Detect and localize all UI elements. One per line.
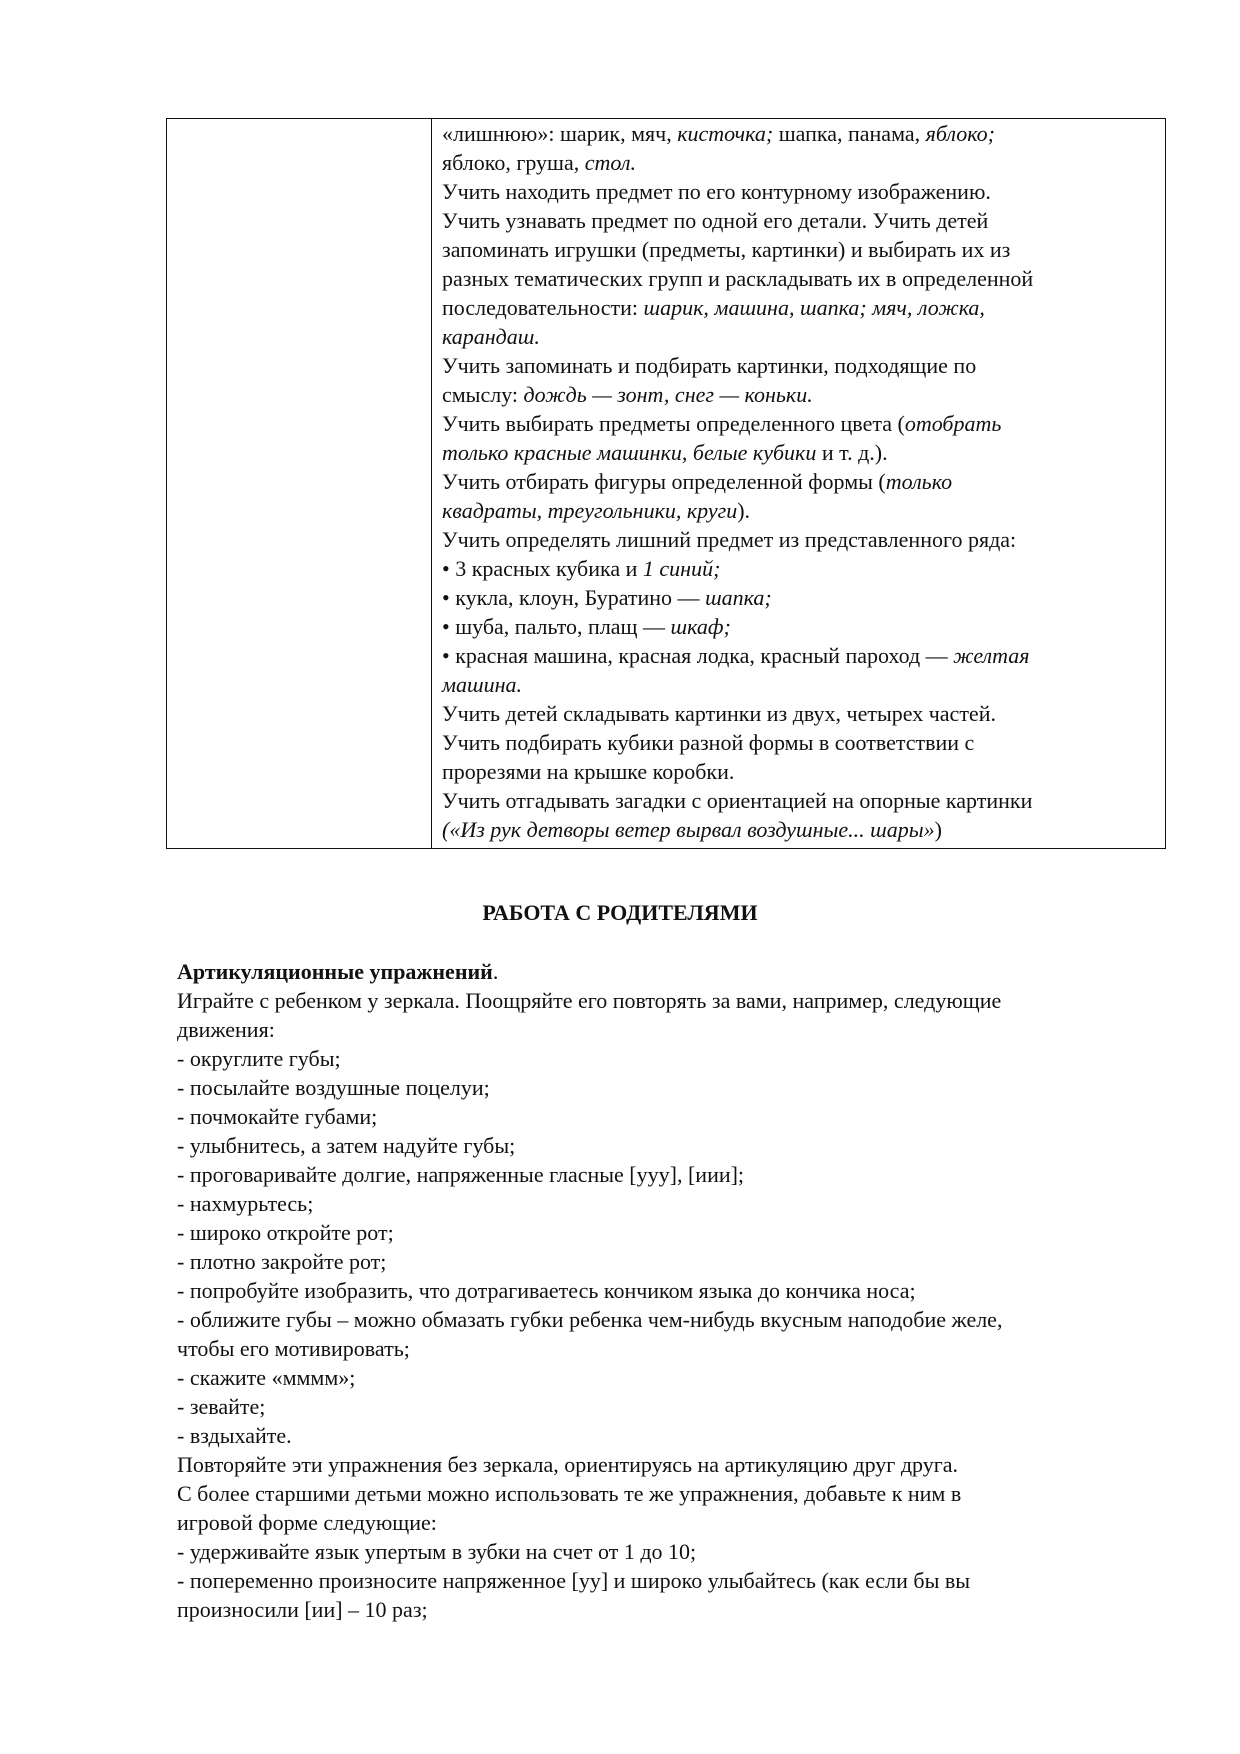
cell-line bbox=[442, 496, 1155, 525]
text: Учить определять лишний предмет из представленного ряда: bbox=[442, 527, 1017, 552]
text-line: - попробуйте изобразить, что дотрагиваетесь кончиком языка до кончика носа; bbox=[177, 1278, 916, 1303]
text: • кукла, клоун, Буратино — bbox=[442, 585, 706, 610]
cell-text bbox=[442, 119, 1155, 844]
cell-line bbox=[442, 467, 1155, 496]
italic-text: только красные машинки, белые кубики bbox=[442, 440, 817, 465]
text-line: произносили [ии] – 10 раз; bbox=[177, 1597, 428, 1622]
text-line: - проговаривайте долгие, напряженные гласные [ууу], [иии]; bbox=[177, 1162, 745, 1187]
cell-line bbox=[442, 641, 1155, 670]
text: Учить выбирать предметы определенного цвета ( bbox=[442, 411, 905, 436]
subheading-line bbox=[177, 957, 1167, 986]
text: • 3 красных кубика и bbox=[442, 556, 643, 581]
text: «лишнюю»: шарик, мяч, bbox=[442, 121, 678, 146]
text: запоминать игрушки (предметы, картинки) и выбирать их из bbox=[442, 237, 1011, 262]
subheading: Артикуляционные упражнений bbox=[177, 959, 493, 984]
text-line: - попеременно произносите напряженное [уу] и широко улыбайтесь (как если бы вы bbox=[177, 1568, 971, 1593]
text-line: - удерживайте язык упертым в зубки на счет от 1 до 10; bbox=[177, 1539, 697, 1564]
text: Учить подбирать кубики разной формы в соответствии с bbox=[442, 730, 975, 755]
cell-line bbox=[442, 351, 1155, 380]
cell-line bbox=[442, 293, 1155, 322]
cell-line bbox=[442, 728, 1155, 757]
italic-text: только bbox=[885, 469, 953, 494]
italic-text: («Из рук детворы ветер вырвал воздушные... шары» bbox=[442, 817, 935, 842]
italic-text: дождь — зонт, снег — коньки. bbox=[523, 382, 813, 407]
text: смыслу: bbox=[442, 382, 524, 407]
text: Учить детей складывать картинки из двух, четырех частей. bbox=[442, 701, 996, 726]
cell-line bbox=[442, 380, 1155, 409]
cell-line bbox=[442, 119, 1155, 148]
text: яблоко, груша, bbox=[442, 150, 585, 175]
text-line: - улыбнитесь, а затем надуйте губы; bbox=[177, 1133, 516, 1158]
text: Учить отгадывать загадки с ориентацией на опорные картинки bbox=[442, 788, 1033, 813]
text-line: - зевайте; bbox=[177, 1394, 266, 1419]
table-row bbox=[167, 119, 1166, 849]
cell-line bbox=[442, 438, 1155, 467]
text: • шуба, пальто, плащ — bbox=[442, 614, 671, 639]
cell-line bbox=[442, 206, 1155, 235]
italic-text: шапка; bbox=[705, 585, 772, 610]
text-line: - посылайте воздушные поцелуи; bbox=[177, 1075, 490, 1100]
italic-text: 1 синий; bbox=[642, 556, 721, 581]
text: ) bbox=[934, 817, 942, 842]
text-line: - нахмурьтесь; bbox=[177, 1191, 314, 1216]
text-line: игровой форме следующие: bbox=[177, 1510, 437, 1535]
table-right-cell bbox=[432, 119, 1166, 849]
italic-text: отобрать bbox=[904, 411, 1002, 436]
cell-line bbox=[442, 409, 1155, 438]
text: Учить запоминать и подбирать картинки, подходящие по bbox=[442, 353, 977, 378]
italic-text: шарик, машина, шапка; мяч, ложка, bbox=[643, 295, 985, 320]
section-heading: РАБОТА С РОДИТЕЛЯМИ bbox=[482, 900, 758, 925]
italic-text: яблоко; bbox=[925, 121, 995, 146]
text-line: - округлите губы; bbox=[177, 1046, 341, 1071]
text: шапка, панама, bbox=[773, 121, 926, 146]
cell-line bbox=[442, 148, 1155, 177]
text: Учить отбирать фигуры определенной формы ( bbox=[442, 469, 886, 494]
text-line: Играйте с ребенком у зеркала. Поощряйте его повторять за вами, например, следующие bbox=[177, 988, 1002, 1013]
parents-section bbox=[177, 957, 1167, 1624]
text-line: - широко откройте рот; bbox=[177, 1220, 394, 1245]
cell-line bbox=[442, 612, 1155, 641]
text: Учить узнавать предмет по одной его детали. Учить детей bbox=[442, 208, 989, 233]
text-line: - плотно закройте рот; bbox=[177, 1249, 387, 1274]
subheading-suffix: . bbox=[492, 959, 499, 984]
text: Учить находить предмет по его контурному изображению. bbox=[442, 179, 991, 204]
cell-line bbox=[442, 264, 1155, 293]
italic-text: стол. bbox=[584, 150, 636, 175]
text: последовательности: bbox=[442, 295, 644, 320]
text: • красная машина, красная лодка, красный пароход — bbox=[442, 643, 954, 668]
cell-line bbox=[442, 786, 1155, 815]
italic-text: машина. bbox=[442, 672, 523, 697]
table-left-cell bbox=[167, 119, 432, 849]
cell-line bbox=[442, 757, 1155, 786]
italic-text: квадраты, треугольники, круги bbox=[442, 498, 738, 523]
cell-line bbox=[442, 235, 1155, 264]
cell-line bbox=[442, 322, 1155, 351]
cell-line bbox=[442, 815, 1155, 844]
italic-text: шкаф; bbox=[670, 614, 731, 639]
text: разных тематических групп и раскладывать их в определенной bbox=[442, 266, 1034, 291]
cell-line bbox=[442, 670, 1155, 699]
text-line: - скажите «мммм»; bbox=[177, 1365, 356, 1390]
text-line: - вздыхайте. bbox=[177, 1423, 292, 1448]
text: прорезями на крышке коробки. bbox=[442, 759, 735, 784]
content-table bbox=[166, 118, 1166, 849]
italic-text: кисточка; bbox=[677, 121, 774, 146]
italic-text: желтая bbox=[953, 643, 1030, 668]
cell-line bbox=[442, 177, 1155, 206]
text-line: - оближите губы – можно обмазать губки ребенка чем-нибудь вкусным наподобие желе, bbox=[177, 1307, 1003, 1332]
text-line: С более старшими детьми можно использовать те же упражнения, добавьте к ним в bbox=[177, 1481, 962, 1506]
italic-text: карандаш. bbox=[442, 324, 540, 349]
cell-line bbox=[442, 554, 1155, 583]
cell-line bbox=[442, 583, 1155, 612]
text-line: - почмокайте губами; bbox=[177, 1104, 378, 1129]
text-line: чтобы его мотивировать; bbox=[177, 1336, 410, 1361]
text-line: Повторяйте эти упражнения без зеркала, ориентируясь на артикуляцию друг друга. bbox=[177, 1452, 959, 1477]
cell-line bbox=[442, 699, 1155, 728]
text: и т. д.). bbox=[816, 440, 888, 465]
text-line: движения: bbox=[177, 1017, 275, 1042]
text: ). bbox=[737, 498, 751, 523]
cell-line bbox=[442, 525, 1155, 554]
section-text bbox=[177, 986, 1167, 1624]
